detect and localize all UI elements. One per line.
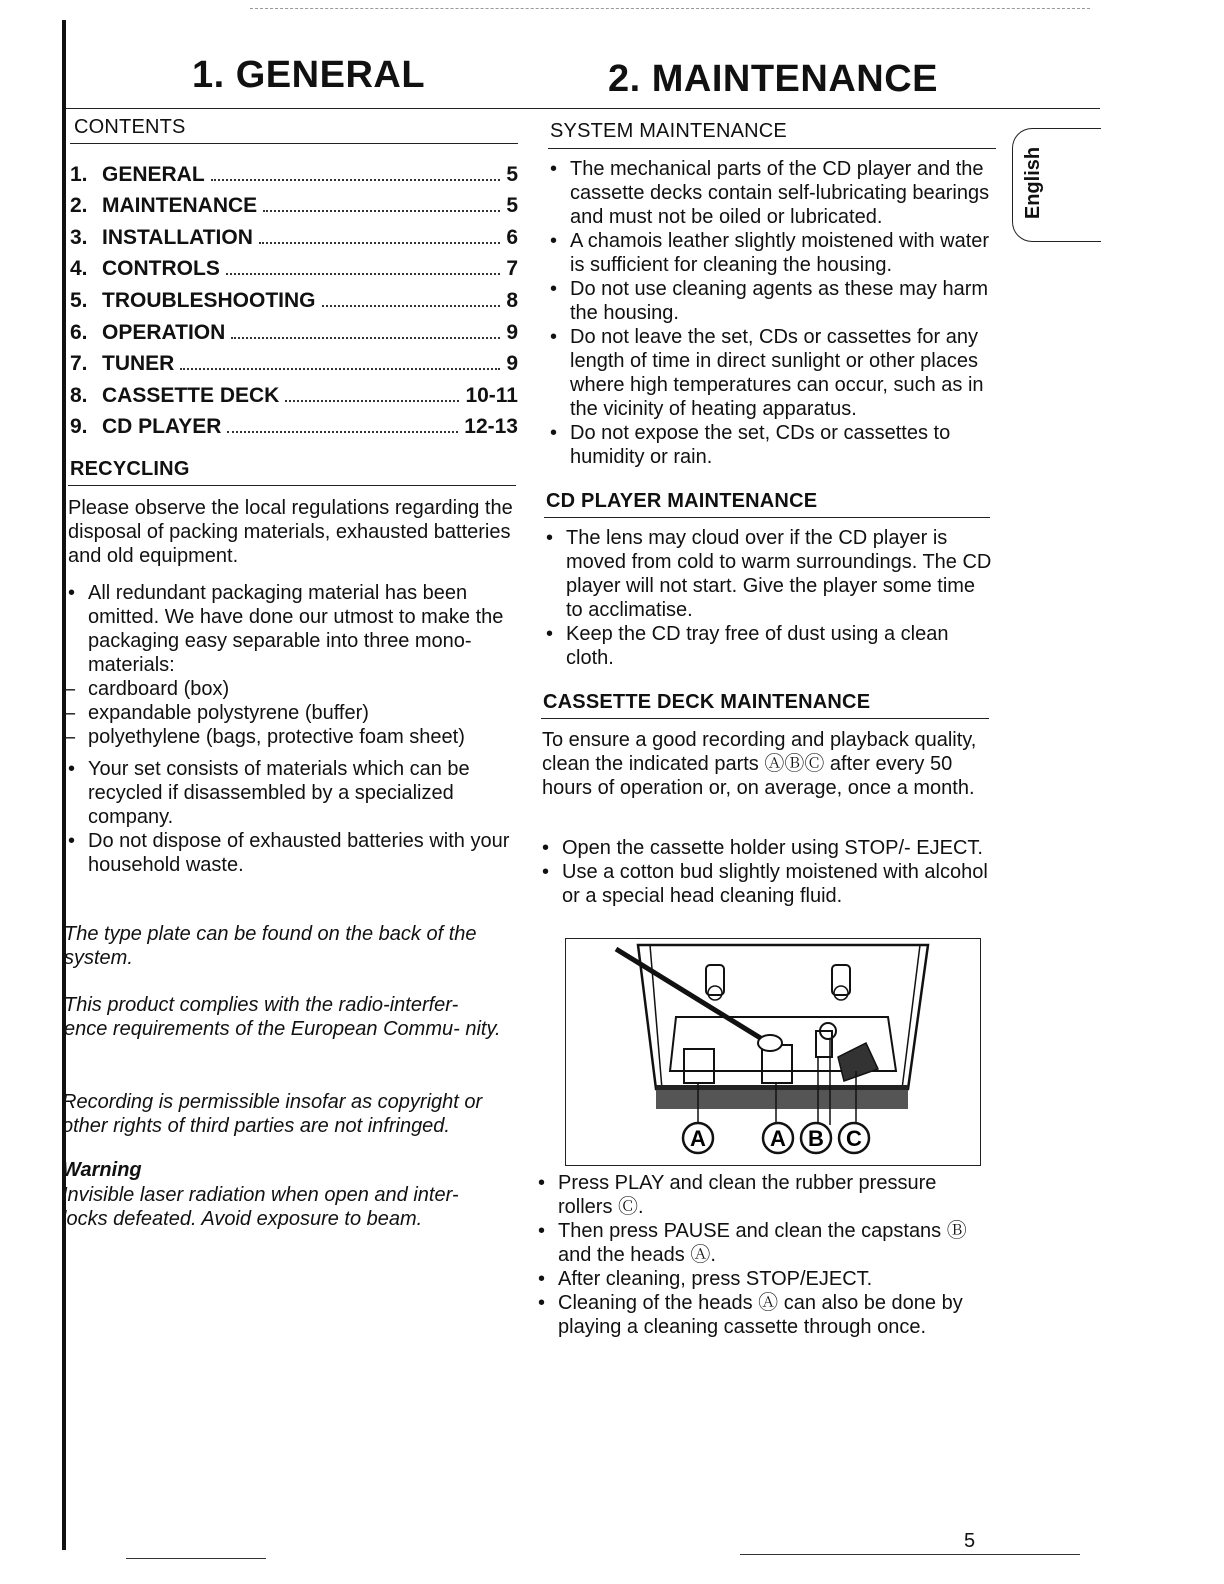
cassette-bullet: • Cleaning of the heads Ⓐ can also be done by playing a cleaning cassette through once. [534,1291,984,1339]
cd-maintenance-heading: CD PLAYER MAINTENANCE [546,490,818,512]
system-rule [548,148,996,149]
figure-label-a: A [690,1126,706,1151]
type-plate-note: The type plate can be found on the back of the system. [64,923,477,969]
system-bullet: • Do not expose the set, CDs or cassettes to humidity or rain. [546,421,1002,469]
recycling-list [64,581,514,877]
system-maintenance-heading: SYSTEM MAINTENANCE [550,120,787,142]
contents-heading: CONTENTS [74,116,186,138]
cassette-bullet: • Open the cassette holder using STOP/- EJECT. [538,836,988,860]
toc-page: 12-13 [464,415,518,439]
bottom-scan-line [126,1558,266,1559]
toc-page: 5 [506,162,518,186]
cd-bullet: • The lens may cloud over if the CD player is moved from cold to warm surroundings. The CD player will not start. Give the player some time to acclimatise. [542,526,996,622]
recycling-heading: RECYCLING [70,458,190,480]
toc-label: MAINTENANCE [102,194,258,218]
toc-page: 8 [506,288,518,312]
toc-page: 9 [506,320,518,344]
toc-label: TROUBLESHOOTING [102,288,316,312]
toc-item[interactable] [70,345,518,377]
toc-leader [322,305,501,307]
figure-label-c: C [846,1126,862,1151]
warning-text: Invisible laser radiation when open and inter- locks defeated. Avoid exposure to beam. [62,1184,459,1230]
toc-number: 5. [70,288,88,312]
toc-label: OPERATION [102,320,226,344]
recording-note: Recording is permissible insofar as copyright or other rights of third parties are not infringed. [62,1091,483,1137]
toc-page: 7 [506,257,518,281]
toc-number: 7. [70,352,88,376]
toc-label: CD PLAYER [102,415,222,439]
figure-label-b: B [808,1126,824,1151]
material-item: – expandable polystyrene (buffer) [64,701,514,725]
cassette-bullet: • Use a cotton bud slightly moistened with alcohol or a special head cleaning fluid. [538,860,988,908]
recycling-intro: Please observe the local regulations regarding the disposal of packing materials, exhausted batteries and old equipment. [68,497,513,567]
general-title: 1. GENERAL [192,54,426,96]
recycling-rule [68,485,516,486]
toc-item[interactable] [70,187,518,219]
toc-leader [211,179,501,181]
toc-leader [231,337,500,339]
toc-number: 2. [70,194,88,218]
toc-label: TUNER [102,352,175,376]
page-number: 5 [964,1530,976,1552]
toc-label: CASSETTE DECK [102,383,280,407]
cd-maintenance-list [542,526,996,670]
toc-page: 10-11 [465,383,518,407]
system-bullet: • Do not use cleaning agents as these may harm the housing. [546,277,1002,325]
material-item: – polyethylene (bags, protective foam sheet) [64,725,514,749]
recycling-bullet: • Your set consists of materials which can be recycled if disassembled by a specialized company. [64,757,514,829]
cassette-steps-a [538,836,988,908]
table-of-contents [70,155,518,439]
language-tab-label: English [1022,146,1044,220]
toc-item[interactable] [70,250,518,282]
toc-leader [226,273,500,275]
title-rule [66,108,1100,109]
cd-bullet: • Keep the CD tray free of dust using a clean cloth. [542,622,996,670]
contents-rule [70,143,518,144]
toc-item[interactable] [70,281,518,313]
top-scan-line [250,8,1090,9]
toc-item[interactable] [70,218,518,250]
toc-leader [263,210,500,212]
maintenance-title: 2. MAINTENANCE [608,58,939,100]
cassette-steps-b [534,1171,984,1339]
toc-leader [227,431,458,433]
toc-number: 4. [70,257,88,281]
toc-item[interactable] [70,408,518,440]
material-item: – cardboard (box) [64,677,514,701]
toc-number: 6. [70,320,88,344]
toc-label: CONTROLS [102,257,220,281]
system-bullet: • A chamois leather slightly moistened with water is sufficient for cleaning the housing. [546,229,1002,277]
toc-number: 3. [70,225,88,249]
toc-number: 8. [70,383,88,407]
cassette-rule [541,718,989,719]
toc-item[interactable] [70,313,518,345]
toc-item[interactable] [70,155,518,187]
system-bullet: • The mechanical parts of the CD player and the cassette decks contain self-lubricating bearings and must not be oiled or lubricated. [546,157,1002,229]
cassette-maintenance-heading: CASSETTE DECK MAINTENANCE [543,691,871,713]
cassette-bullet: • After cleaning, press STOP/EJECT. [534,1267,984,1291]
toc-item[interactable] [70,376,518,408]
cd-rule [544,517,990,518]
toc-label: INSTALLATION [102,225,253,249]
recycling-bullet: • All redundant packaging material has been omitted. We have done our utmost to make the packaging easy separable into three mono-materials: [64,581,514,677]
cassette-bullet: • Press PLAY and clean the rubber pressure rollers Ⓒ. [534,1171,984,1219]
figure-label-a2: A [770,1126,786,1151]
recycling-bullet: • Do not dispose of exhausted batteries with your household waste. [64,829,514,877]
cassette-cleaning-figure [565,938,981,1166]
system-bullet: • Do not leave the set, CDs or cassettes for any length of time in direct sunlight or other places where high temperatures can occur, such as in the vicinity of heating apparatus. [546,325,1002,421]
toc-number: 1. [70,162,88,186]
cassette-mechanism-drawing [566,939,980,1165]
compliance-note: This product complies with the radio-interfer- ence requirements of the European Commu- nity. [64,994,501,1040]
toc-leader [259,242,500,244]
bottom-scan-line-right [740,1554,1080,1555]
toc-label: GENERAL [102,162,205,186]
toc-leader [285,400,459,402]
toc-leader [180,368,500,370]
system-maintenance-list [546,157,1002,469]
toc-page: 5 [506,194,518,218]
cassette-intro: To ensure a good recording and playback quality, clean the indicated parts ⒶⒷⒸ after every 50 hours of operation or, on average, once a month. [542,729,977,799]
toc-number: 9. [70,415,88,439]
toc-page: 9 [506,352,518,376]
warning-heading: Warning [62,1159,142,1181]
toc-page: 6 [506,225,518,249]
cassette-bullet: • Then press PAUSE and clean the capstans Ⓑ and the heads Ⓐ. [534,1219,984,1267]
